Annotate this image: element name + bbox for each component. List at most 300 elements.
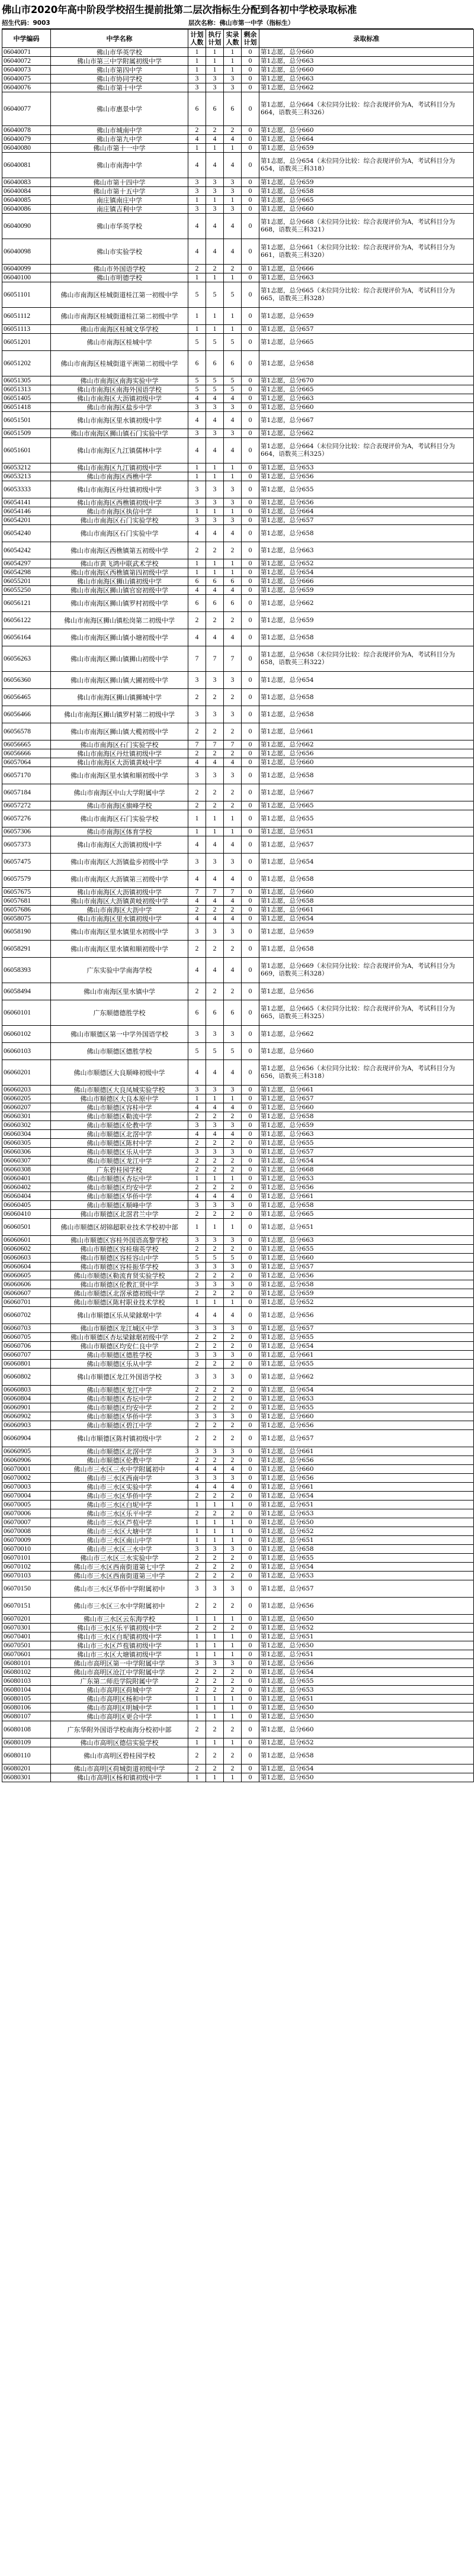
cell-plan: 2 [188,941,206,958]
cell-actual: 3 [224,1121,242,1130]
cell-standard: 第1志愿，总分660 [259,758,474,767]
cell-remain: 0 [242,472,259,481]
cell-plan: 1 [188,1219,206,1236]
cell-plan: 2 [188,801,206,810]
cell-plan: 2 [188,542,206,559]
cell-exec: 2 [206,1165,224,1174]
cell-school-name: 佛山市南海区桂城文华学校 [51,325,188,334]
cell-school-name: 佛山市三水区西南街道第七中学 [51,1563,188,1572]
cell-standard: 第1志愿，总分660 [259,403,474,412]
cell-school-name: 佛山市南海区狮山镇狮城中学 [51,689,188,706]
cell-standard: 第1志愿，总分664（末位同分比较：综合表现评价为A，考试科目分为664，语数英三科325） [259,438,474,463]
cell-code: 06056466 [2,706,51,723]
table-row [2,1000,474,1026]
cell-code: 06054298 [2,568,51,577]
table-row [2,1307,474,1324]
cell-school-name: 佛山市外国语学校 [51,265,188,273]
cell-school-name: 佛山市南海区石门实验学校 [51,810,188,827]
cell-school-name: 广东第二师范学院附属中学 [51,1677,188,1686]
cell-plan: 3 [188,498,206,507]
cell-actual: 1 [224,1738,242,1747]
cell-actual: 2 [224,1456,242,1465]
cell-code: 06080103 [2,1677,51,1686]
cell-plan: 2 [188,1289,206,1298]
cell-remain: 0 [242,438,259,463]
table-row [2,1764,474,1773]
cell-actual: 1 [224,1298,242,1307]
cell-plan: 1 [188,827,206,836]
cell-remain: 0 [242,1201,259,1210]
cell-standard: 第1志愿，总分658 [259,187,474,196]
cell-school-name: 佛山市顺德区德胜学校 [51,1043,188,1060]
cell-actual: 4 [224,1103,242,1112]
cell-standard: 第1志愿，总分654 [259,915,474,923]
cell-standard: 第1志愿，总分656 [259,1421,474,1430]
cell-exec: 1 [206,810,224,827]
cell-school-name: 佛山市南海区大沥镇初级中学 [51,394,188,403]
cell-plan: 3 [188,1412,206,1421]
cell-actual: 7 [224,740,242,749]
cell-school-name: 佛山市南海区西樵镇第五初级中学 [51,542,188,559]
cell-actual: 2 [224,1686,242,1695]
cell-plan: 4 [188,1130,206,1139]
cell-school-name: 佛山市三水区白坭镇初级中学 [51,1632,188,1641]
cell-exec: 3 [206,429,224,438]
cell-plan: 4 [188,1465,206,1474]
col-header-exec: 执行计划 [206,30,224,48]
cell-remain: 0 [242,507,259,516]
cell-exec: 3 [206,1236,224,1245]
table-row [2,1094,474,1103]
cell-actual: 1 [224,810,242,827]
cell-actual: 3 [224,1148,242,1157]
cell-actual: 2 [224,1721,242,1738]
cell-exec: 1 [206,1500,224,1509]
cell-plan: 4 [188,758,206,767]
cell-standard: 第1志愿，总分659 [259,923,474,941]
table-row [2,1148,474,1157]
table-row [2,1572,474,1580]
table-row [2,801,474,810]
cell-actual: 3 [224,1324,242,1333]
cell-exec: 3 [206,1545,224,1554]
cell-code: 06051501 [2,412,51,429]
cell-actual: 2 [224,1430,242,1447]
cell-school-name: 佛山市南海区里水镇里水初级中学 [51,923,188,941]
cell-actual: 2 [224,1395,242,1403]
cell-plan: 2 [188,1395,206,1403]
table-row [2,1121,474,1130]
cell-actual: 4 [224,438,242,463]
cell-standard: 第1志愿，总分662 [259,1026,474,1043]
cell-school-name: 佛山市三水区芦苞中学 [51,1518,188,1527]
cell-standard: 第1志愿，总分658 [259,1112,474,1121]
cell-remain: 0 [242,83,259,92]
cell-code: 06051202 [2,351,51,376]
cell-plan: 4 [188,1103,206,1112]
table-row [2,612,474,629]
cell-plan: 5 [188,376,206,385]
cell-school-name: 佛山市顺德区陈村职业技术学校 [51,1298,188,1307]
cell-school-name: 佛山市顺德区华侨中学 [51,1192,188,1201]
cell-standard: 第1志愿，总分658 [259,897,474,906]
cell-exec: 4 [206,1060,224,1086]
cell-remain: 0 [242,1412,259,1421]
cell-exec: 2 [206,784,224,801]
table-row [2,1721,474,1738]
cell-remain: 0 [242,429,259,438]
cell-school-name: 佛山市南海区桂城街道平洲第二初级中学 [51,351,188,376]
cell-standard: 第1志愿，总分650 [259,1704,474,1712]
cell-actual: 1 [224,308,242,325]
cell-actual: 4 [224,915,242,923]
cell-school-name: 佛山市顺德区勒流中学 [51,1112,188,1121]
table-row [2,749,474,758]
cell-school-name: 佛山市顺德区杏坛中学 [51,1395,188,1403]
table-row [2,1545,474,1554]
cell-remain: 0 [242,1447,259,1456]
cell-remain: 0 [242,1298,259,1307]
cell-school-name: 佛山市高明区荷城中学 [51,1686,188,1695]
cell-remain: 0 [242,672,259,689]
cell-remain: 0 [242,1333,259,1342]
cell-plan: 2 [188,1492,206,1500]
cell-school-name: 广东华附外国语学校南海分校初中部 [51,1721,188,1738]
cell-actual: 2 [224,1360,242,1368]
cell-exec: 4 [206,239,224,265]
cell-standard: 第1志愿，总分659 [259,612,474,629]
cell-actual: 4 [224,586,242,595]
cell-standard: 第1志愿，总分664 [259,507,474,516]
table-row [2,1580,474,1598]
table-row [2,1043,474,1060]
cell-code: 06057475 [2,854,51,871]
cell-school-name: 佛山市第四中学 [51,66,188,75]
table-row [2,784,474,801]
cell-plan: 1 [188,810,206,827]
cell-exec: 1 [206,1650,224,1659]
cell-school-name: 佛山市南海区丹灶镇初级中学 [51,481,188,498]
cell-remain: 0 [242,1773,259,1782]
cell-plan: 2 [188,1210,206,1219]
cell-actual: 2 [224,1157,242,1165]
cell-actual: 1 [224,1500,242,1509]
cell-remain: 0 [242,1060,259,1086]
cell-school-name: 佛山市顺德区乐从中学 [51,1148,188,1157]
table-row [2,958,474,983]
cell-code: 06060802 [2,1368,51,1386]
cell-plan: 3 [188,481,206,498]
cell-plan: 2 [188,1668,206,1677]
cell-standard: 第1志愿，总分657 [259,1094,474,1103]
cell-standard: 第1志愿，总分666 [259,265,474,273]
cell-exec: 1 [206,559,224,568]
cell-code: 06060207 [2,1103,51,1112]
cell-exec: 4 [206,1307,224,1324]
cell-exec: 4 [206,1192,224,1201]
cell-standard: 第1志愿，总分660 [259,1043,474,1060]
cell-standard: 第1志愿，总分655 [259,1139,474,1148]
cell-code: 06070501 [2,1641,51,1650]
cell-remain: 0 [242,1632,259,1641]
cell-school-name: 佛山市顺德区容桂外国语高黎学校 [51,1236,188,1245]
cell-code: 06054201 [2,516,51,525]
table-row [2,516,474,525]
cell-exec: 4 [206,871,224,888]
cell-code: 06060410 [2,1210,51,1219]
cell-remain: 0 [242,498,259,507]
cell-remain: 0 [242,749,259,758]
cell-code: 06040090 [2,214,51,239]
table-row [2,334,474,351]
cell-code: 06060401 [2,1174,51,1183]
cell-exec: 3 [206,1086,224,1094]
cell-actual: 1 [224,463,242,472]
cell-exec: 4 [206,758,224,767]
table-row [2,135,474,144]
cell-actual: 3 [224,498,242,507]
table-row [2,1060,474,1086]
cell-plan: 1 [188,1094,206,1103]
cell-school-name: 佛山市南海区西樵镇初级中学 [51,498,188,507]
cell-school-name: 佛山市高明区沧江中学附属中学 [51,1668,188,1677]
cell-standard: 第1志愿，总分661 [259,1447,474,1456]
cell-standard: 第1志愿，总分665 [259,196,474,205]
cell-plan: 2 [188,1554,206,1563]
cell-plan: 2 [188,612,206,629]
cell-code: 06040072 [2,57,51,66]
cell-actual: 3 [224,767,242,784]
cell-standard: 第1志愿，总分650 [259,1773,474,1782]
cell-actual: 2 [224,1572,242,1580]
cell-standard: 第1志愿，总分657 [259,1263,474,1271]
cell-remain: 0 [242,1492,259,1500]
table-row [2,463,474,472]
cell-remain: 0 [242,1721,259,1738]
cell-standard: 第1志愿，总分658 [259,351,474,376]
cell-plan: 3 [188,187,206,196]
cell-plan: 3 [188,516,206,525]
cell-plan: 4 [188,836,206,854]
cell-remain: 0 [242,1465,259,1474]
cell-exec: 2 [206,941,224,958]
cell-school-name: 佛山市南海区里水镇初级中学 [51,412,188,429]
col-header-standard: 录取标准 [259,30,474,48]
cell-code: 06070151 [2,1598,51,1615]
cell-actual: 3 [224,1351,242,1360]
cell-standard: 第1志愿，总分651 [259,1695,474,1704]
cell-remain: 0 [242,983,259,1000]
cell-remain: 0 [242,767,259,784]
cell-remain: 0 [242,516,259,525]
cell-school-name: 佛山市华英学校 [51,214,188,239]
cell-standard: 第1志愿，总分651 [259,1219,474,1236]
cell-exec: 2 [206,1677,224,1686]
cell-school-name: 佛山市南海区狮山镇初级中学 [51,577,188,586]
table-row [2,403,474,412]
cell-plan: 2 [188,1112,206,1121]
table-row [2,498,474,507]
table-row [2,1747,474,1764]
cell-code: 06080301 [2,1773,51,1782]
cell-plan: 1 [188,1527,206,1536]
cell-remain: 0 [242,897,259,906]
cell-school-name: 佛山市三水区云东海学校 [51,1615,188,1624]
col-header-remain: 剩余计划 [242,30,259,48]
cell-school-name: 佛山市南海区大沥镇黄岐初级中学 [51,897,188,906]
cell-exec: 1 [206,463,224,472]
cell-exec: 3 [206,672,224,689]
table-row [2,75,474,83]
cell-remain: 0 [242,1324,259,1333]
cell-code: 06080102 [2,1668,51,1677]
cell-exec: 3 [206,1368,224,1386]
cell-plan: 3 [188,1659,206,1668]
cell-actual: 3 [224,429,242,438]
table-row [2,1219,474,1236]
cell-code: 06080110 [2,1747,51,1764]
cell-standard: 第1志愿，总分654 [259,1668,474,1677]
cell-code: 06080105 [2,1695,51,1704]
cell-standard: 第1志愿，总分668（末位同分比较：综合表现评价为A，考试科目分为668，语数英三科321） [259,214,474,239]
cell-code: 06060601 [2,1236,51,1245]
table-row [2,542,474,559]
cell-code: 06051509 [2,429,51,438]
cell-remain: 0 [242,1026,259,1043]
cell-remain: 0 [242,308,259,325]
table-row [2,265,474,273]
cell-exec: 2 [206,1456,224,1465]
cell-code: 06080104 [2,1686,51,1695]
cell-remain: 0 [242,66,259,75]
cell-exec: 3 [206,1659,224,1668]
table-row [2,1103,474,1112]
cell-school-name: 佛山市南海区里水镇和顺初级中学 [51,767,188,784]
cell-remain: 0 [242,923,259,941]
cell-school-name: 佛山市顺德区容桂振华学校 [51,1263,188,1271]
table-row [2,1263,474,1271]
cell-actual: 1 [224,827,242,836]
table-row [2,412,474,429]
table-row [2,906,474,915]
cell-standard: 第1志愿，总分665 [259,385,474,394]
cell-standard: 第1志愿，总分654 [259,854,474,871]
cell-exec: 3 [206,706,224,723]
cell-actual: 2 [224,1333,242,1342]
cell-code: 06070004 [2,1492,51,1500]
cell-standard: 第1志愿，总分658 [259,1201,474,1210]
cell-code: 06060603 [2,1254,51,1263]
cell-remain: 0 [242,1280,259,1289]
table-row [2,1245,474,1254]
cell-plan: 1 [188,1536,206,1545]
cell-school-name: 佛山市黄飞鸿中联武术学校 [51,559,188,568]
cell-exec: 5 [206,1043,224,1060]
table-row [2,646,474,672]
cell-plan: 1 [188,1518,206,1527]
table-row [2,1395,474,1403]
cell-exec: 2 [206,1598,224,1615]
cell-plan: 2 [188,1421,206,1430]
cell-remain: 0 [242,1121,259,1130]
table-row [2,1165,474,1174]
cell-plan: 3 [188,1447,206,1456]
cell-school-name: 广东碧桂园学校 [51,1165,188,1174]
cell-school-name: 佛山市南海区狮山镇狮山初级中学 [51,646,188,672]
cell-school-name: 佛山市三水区西南街道第三中学 [51,1572,188,1580]
admission-table [2,29,474,1782]
table-row [2,92,474,126]
cell-actual: 1 [224,57,242,66]
table-row [2,1668,474,1677]
cell-exec: 4 [206,1465,224,1474]
cell-exec: 2 [206,906,224,915]
cell-remain: 0 [242,1342,259,1351]
cell-plan: 1 [188,196,206,205]
cell-standard: 第1志愿，总分650 [259,1712,474,1721]
cell-exec: 2 [206,1492,224,1500]
cell-exec: 1 [206,1615,224,1624]
cell-exec: 3 [206,1412,224,1421]
cell-school-name: 佛山市第十一中学 [51,144,188,153]
cell-standard: 第1志愿，总分660 [259,1254,474,1263]
cell-plan: 2 [188,1764,206,1773]
table-row [2,438,474,463]
cell-code: 06056465 [2,689,51,706]
cell-code: 06040080 [2,144,51,153]
cell-exec: 3 [206,1263,224,1271]
cell-plan: 4 [188,1060,206,1086]
cell-standard: 第1志愿，总分659 [259,178,474,187]
cell-plan: 2 [188,906,206,915]
cell-exec: 3 [206,75,224,83]
cell-school-name: 佛山市实验学校 [51,239,188,265]
cell-standard: 第1志愿，总分656 [259,1271,474,1280]
cell-code: 06056263 [2,646,51,672]
cell-remain: 0 [242,385,259,394]
cell-code: 06060606 [2,1280,51,1289]
cell-standard: 第1志愿，总分658（末位同分比较：综合表现评价为A，考试科目分为658，语数英三科322） [259,646,474,672]
table-row [2,1086,474,1094]
cell-code: 06056360 [2,672,51,689]
cell-actual: 4 [224,239,242,265]
cell-school-name: 佛山市高明区荷城街道初级中学 [51,1764,188,1773]
cell-code: 06040076 [2,83,51,92]
cell-standard: 第1志愿，总分650 [259,1518,474,1527]
cell-remain: 0 [242,906,259,915]
cell-standard: 第1志愿，总分652 [259,559,474,568]
cell-code: 06080106 [2,1704,51,1712]
cell-exec: 1 [206,1632,224,1641]
cell-standard: 第1志愿，总分660 [259,1412,474,1421]
cell-actual: 3 [224,1026,242,1043]
cell-exec: 6 [206,595,224,612]
cell-standard: 第1志愿，总分661 [259,1192,474,1201]
cell-code: 06051201 [2,334,51,351]
cell-exec: 2 [206,1509,224,1518]
cell-code: 06080108 [2,1721,51,1738]
cell-remain: 0 [242,1386,259,1395]
cell-actual: 3 [224,854,242,871]
cell-standard: 第1志愿，总分663 [259,75,474,83]
cell-remain: 0 [242,1545,259,1554]
cell-code: 06051418 [2,403,51,412]
cell-plan: 3 [188,1474,206,1483]
cell-code: 06040077 [2,92,51,126]
cell-code: 06057184 [2,784,51,801]
cell-exec: 3 [206,178,224,187]
cell-school-name: 佛山市南海区狮山镇官窑初级中学 [51,586,188,595]
